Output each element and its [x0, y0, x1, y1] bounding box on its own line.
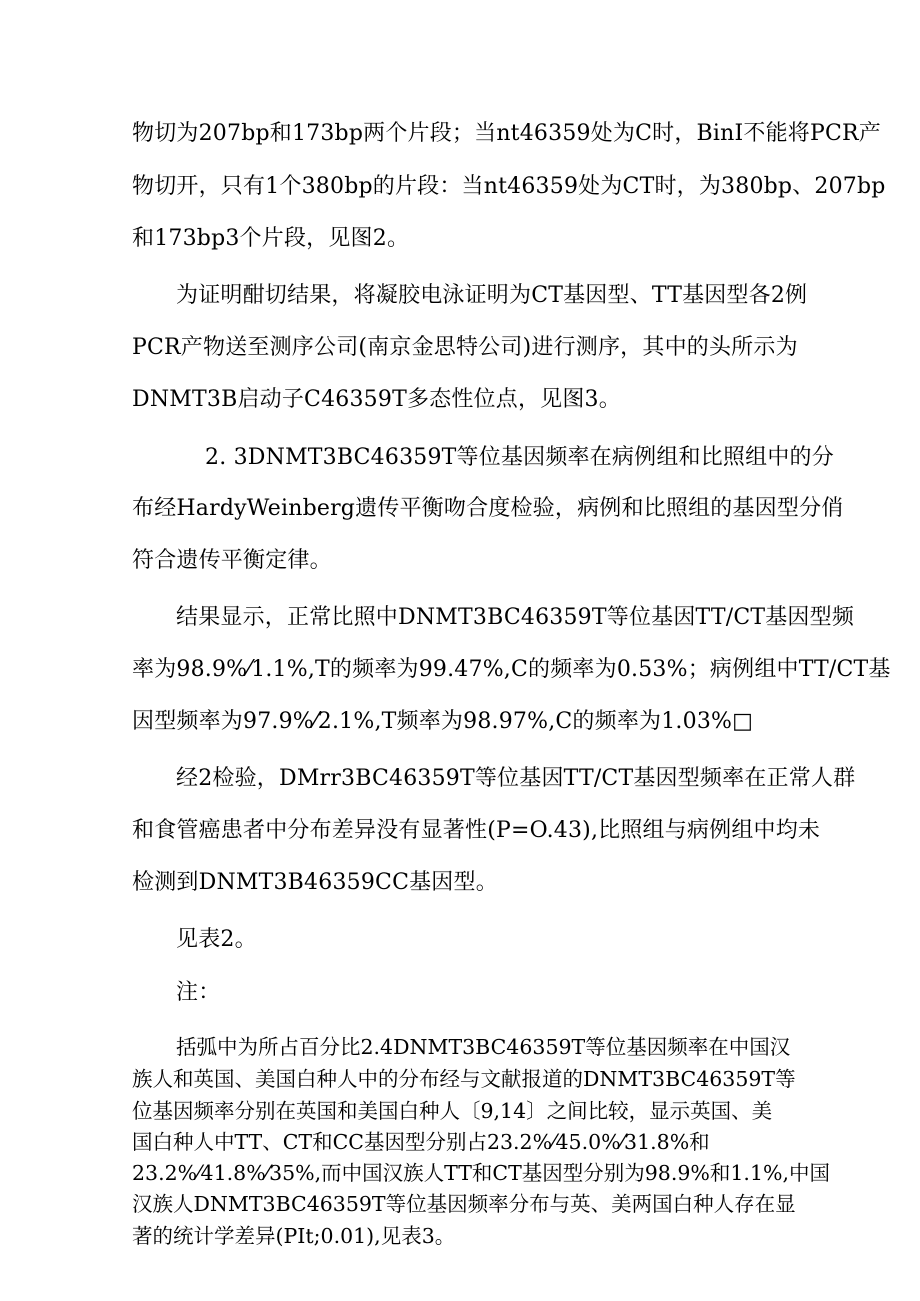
text-line-10: 结果显示，正常比照中DNMT3BC46359T等位基因TT/CT基因型频 [176, 605, 855, 630]
text-line-14: 和食管癌患者中分布差异没有显著性(P=O.43),比照组与病例组中均未 [132, 818, 821, 843]
text-line-1: 物切为207bp和173bp两个片段；当nt46359处为C时，BinI不能将PCR产 [132, 121, 882, 146]
text-line-23: 汉族人DNMT3BC46359T等位基因频率分布与英、美两国白种人存在显 [132, 1192, 796, 1216]
text-line-20: 位基因频率分别在英国和美国白种人〔9,14〕之间比较，显示英国、美 [132, 1099, 773, 1123]
text-line-13: 经2检验，DMrr3BC46359T等位基因TT/CT基因型频率在正常人群 [176, 766, 856, 791]
text-line-16: 见表2。 [176, 927, 257, 952]
text-line-18: 括弧中为所占百分比2.4DNMT3BC46359T等位基因频率在中国汉 [176, 1035, 791, 1059]
text-line-7: 2. 3DNMT3BC46359T等位基因频率在病例组和比照组中的分 [205, 445, 834, 470]
text-line-19: 族人和英国、美国白种人中的分布经与文献报道的DNMT3BC46359T等 [132, 1067, 796, 1091]
text-line-17: 注： [176, 980, 221, 1005]
text-line-4: 为证明酣切结果，将凝胶电泳证明为CT基因型、TT基因型各2例 [176, 283, 808, 308]
text-line-3: 和173bp3个片段，见图2。 [132, 226, 410, 251]
text-line-22: 23.2%⁄41.8%⁄35%,而中国汉族人TT和CT基因型分别为98.9%和1.1%,中国 [132, 1161, 830, 1185]
text-line-5: PCR产物送至测序公司(南京金思特公司)进行测序，其中的头所示为 [132, 335, 798, 360]
text-line-11: 率为98.9%⁄1.1%,T的频率为99.47%,C的频率为0.53%；病例组中TT/CT基 [132, 657, 891, 682]
text-line-6: DNMT3B启动子C46359T多态性位点，见图3。 [132, 387, 621, 412]
text-line-21: 国白种人中TT、CT和CC基因型分别占23.2%⁄45.0%⁄31.8%和 [132, 1130, 710, 1154]
text-line-12: 因型频率为97.9%⁄2.1%,T频率为98.97%,C的频率为1.03%□ [132, 709, 754, 734]
text-line-8: 布经HardyWeinberg遗传平衡吻合度检验，病例和比照组的基因型分俏 [132, 496, 844, 521]
text-line-9: 符合遗传平衡定律。 [132, 548, 332, 573]
text-line-24: 著的统计学差异(PIt;0.01),见表3。 [132, 1224, 456, 1248]
text-line-2: 物切开，只有1个380bp的片段：当nt46359处为CT时，为380bp、207bp [132, 174, 886, 199]
text-line-15: 检测到DNMT3B46359CC基因型。 [132, 870, 498, 895]
